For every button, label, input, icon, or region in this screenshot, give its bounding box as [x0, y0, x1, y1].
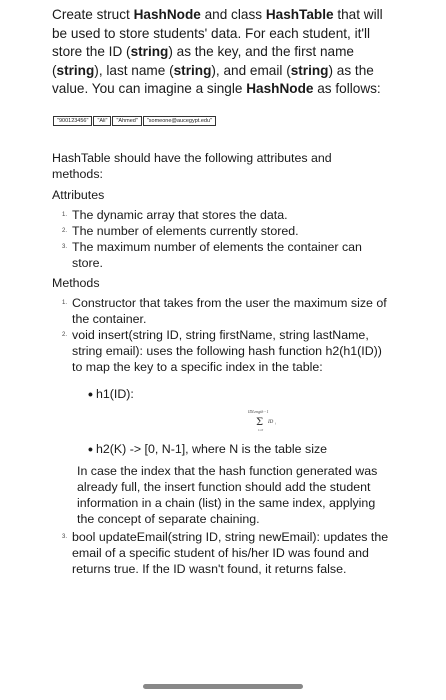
string-bold: string	[173, 62, 212, 78]
hashtable-bold: HashTable	[265, 7, 334, 22]
list-number: 3.	[62, 534, 68, 540]
string-bold: string	[130, 44, 169, 59]
list-number: 3.	[62, 244, 68, 250]
methods-heading: Methods	[52, 276, 100, 290]
formula-term: ID	[268, 420, 274, 425]
method-item: bool updateEmail(string ID, string newEmail): updates the email of a specific student of his/her ID was found and returns true. If the ID wasn't found, it returns false.	[72, 530, 389, 576]
formula-upper: IDLength - 1	[248, 409, 269, 414]
hashtable-intro: HashTable should have the following attributes and methods:	[52, 151, 332, 181]
h2-label: h2(K) -> [0, N-1], where N is the table size	[96, 442, 328, 456]
node-field-last-name: "Ahmed"	[112, 116, 141, 126]
hashnode-bold: HashNode	[133, 7, 201, 22]
string-bold: string	[290, 62, 329, 78]
method-item: void insert(string ID, string firstName, string lastName, string email): uses the following hash function h2(h1(ID)) to map the key to a specific index in the table:	[72, 328, 382, 374]
intro-text: that will be used to store students' data. For each student, it'll store the ID (	[52, 7, 383, 59]
method-item: Constructor that takes from the user the maximum size of the container.	[72, 296, 387, 326]
sigma-icon: Σ	[256, 417, 264, 428]
attribute-item: The number of elements currently stored.	[72, 224, 299, 238]
intro-text: ) as the value. You can imagine a single	[52, 62, 374, 96]
intro-text: and class	[200, 7, 266, 22]
home-indicator[interactable]	[143, 684, 303, 689]
hashnode-diagram	[53, 116, 217, 126]
attribute-item: The dynamic array that stores the data.	[72, 208, 288, 222]
intro-text: ), and email (	[211, 62, 291, 78]
list-number: 1.	[62, 212, 68, 218]
intro-text: ) as the key, and the first name (	[52, 44, 354, 78]
intro-text: Create struct	[52, 7, 134, 22]
hash-sum-formula	[230, 405, 290, 435]
list-number: 2.	[62, 332, 68, 338]
node-field-id: "900123456"	[53, 116, 92, 126]
node-field-first-name: "Ali"	[93, 116, 111, 126]
list-number: 1.	[62, 300, 68, 306]
attributes-heading: Attributes	[52, 188, 105, 202]
hashnode-bold: HashNode	[246, 81, 314, 96]
list-number: 2.	[62, 228, 68, 234]
node-field-email: "someone@aucegypt.edu"	[143, 116, 216, 126]
string-bold: string	[56, 62, 95, 78]
chaining-note: In case the index that the hash function generated was already full, the insert function should add the student information in a chain (list) in the same index, applying the concept of separate chaining.	[77, 464, 378, 526]
formula-lower: i=0	[258, 428, 264, 432]
bullet: •	[88, 441, 93, 457]
h1-label: h1(ID):	[96, 387, 134, 401]
intro-paragraph	[52, 6, 392, 99]
intro-text: ), last name (	[94, 62, 174, 78]
intro-text: as follows:	[313, 81, 381, 96]
formula-subscript: i	[275, 421, 276, 426]
attribute-item: The maximum number of elements the container can store.	[72, 240, 362, 270]
bullet: •	[88, 386, 93, 402]
